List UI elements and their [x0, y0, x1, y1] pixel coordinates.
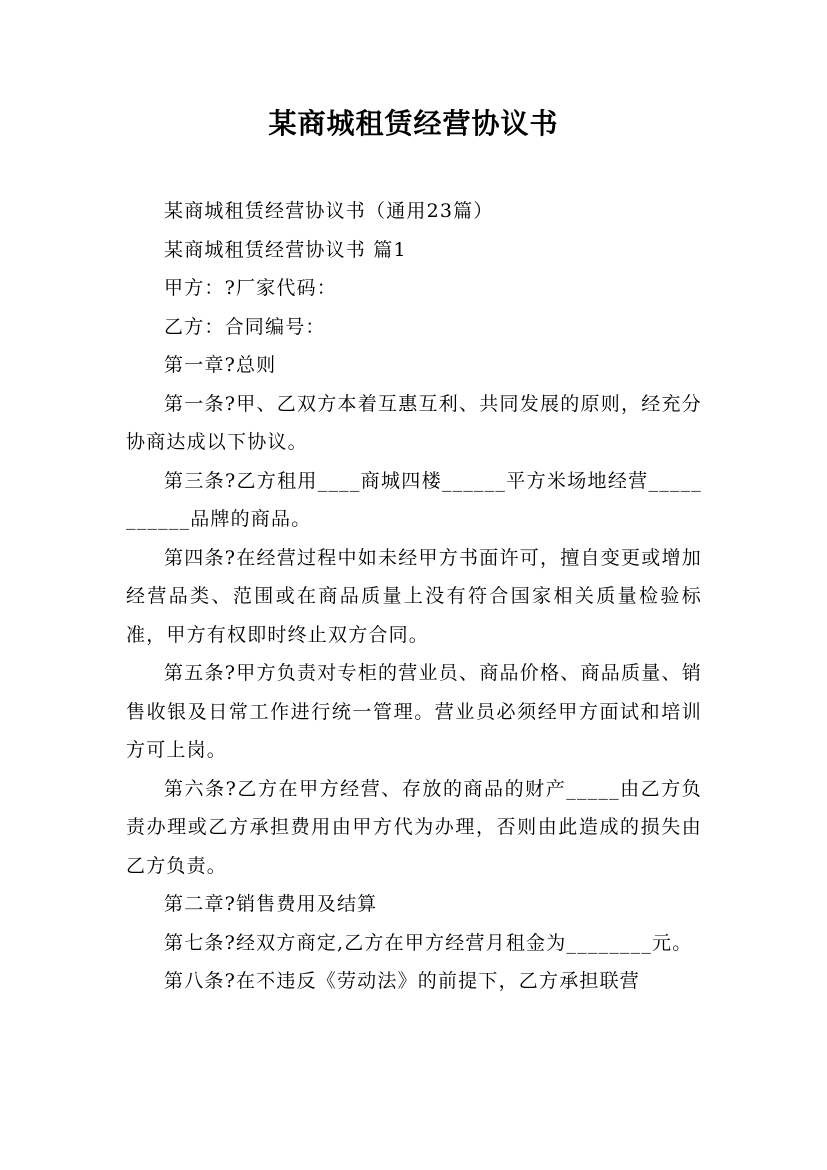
document-title: 某商城租赁经营协议书: [268, 107, 559, 140]
paragraph-article-3: 第三条?乙方租用____商城四楼______平方米场地经营___________品牌的商品。: [126, 469, 702, 530]
paragraph-article-8: 第八条?在不违反《劳动法》的前提下，乙方承担联营: [164, 970, 640, 992]
paragraph-article-7: 第七条?经双方商定,乙方在甲方经营月租金为________元。: [164, 931, 693, 954]
paragraph-heading-collection: 某商城租赁经营协议书（通用23篇）: [164, 200, 494, 222]
document-body: [126, 192, 702, 1001]
paragraph-chapter-1: 第一章?总则: [164, 354, 277, 376]
paragraph-article-6: 第六条?乙方在甲方经营、存放的商品的财产_____由乙方负责办理或乙方承担费用由甲方代为办理，否则由此造成的损失由乙方负责。: [126, 777, 702, 877]
paragraph-chapter-2: 第二章?销售费用及结算: [164, 893, 378, 915]
paragraph-heading-part-1: 某商城租赁经营协议书 篇1: [164, 238, 407, 261]
paragraph-party-a: 甲方：?厂家代码：: [164, 277, 337, 299]
paragraph-party-b: 乙方：合同编号：: [164, 315, 326, 338]
paragraph-article-4: 第四条?在经营过程中如未经甲方书面许可，擅自变更或增加经营品类、范围或在商品质量上没有符合国家相关质量检验标准，甲方有权即时终止双方合同。: [126, 546, 702, 646]
paragraph-article-1: 第一条?甲、乙双方本着互惠互利、共同发展的原则，经充分协商达成以下协议。: [126, 392, 702, 453]
paragraph-article-5: 第五条?甲方负责对专柜的营业员、商品价格、商品质量、销售收银及日常工作进行统一管理。营业员必须经甲方面试和培训方可上岗。: [126, 662, 702, 761]
